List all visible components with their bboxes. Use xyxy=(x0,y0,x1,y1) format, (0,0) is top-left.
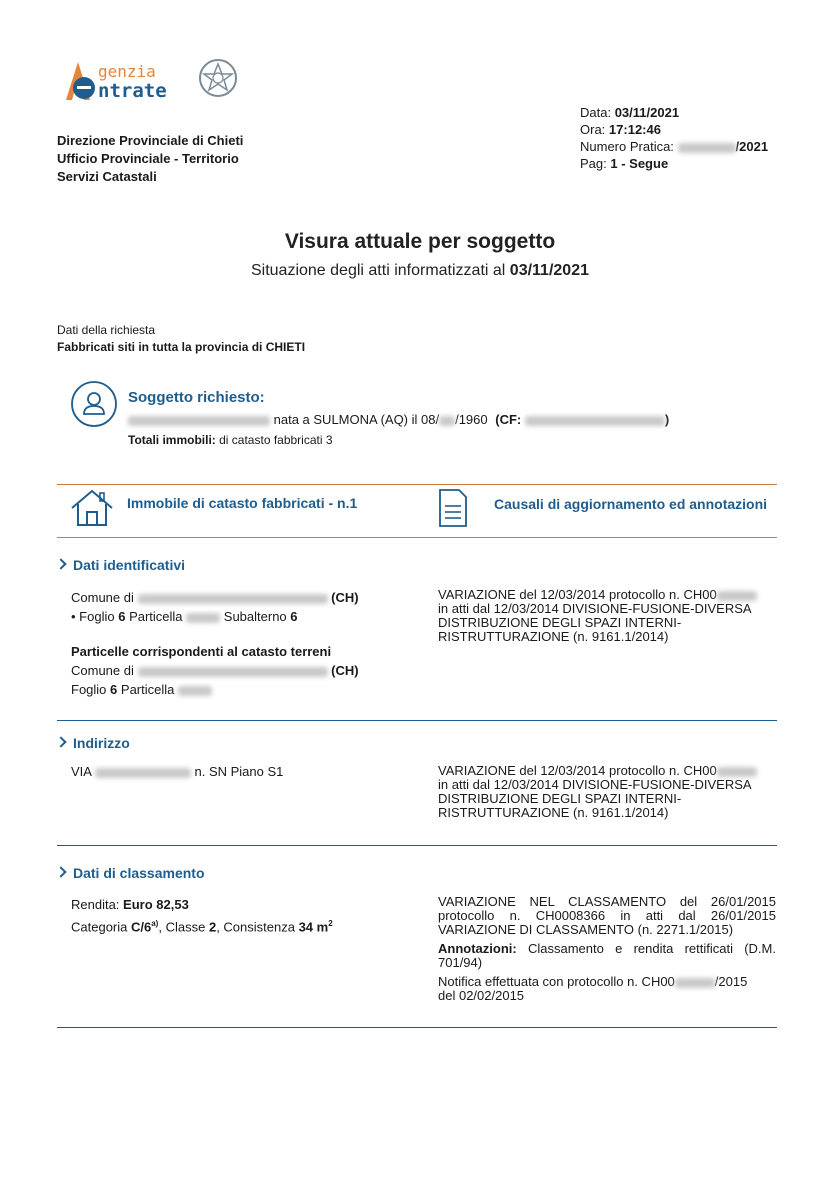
redacted-comune xyxy=(138,594,328,604)
terreni-title: Particelle corrispondenti al catasto terreni xyxy=(71,644,332,659)
redacted-via xyxy=(95,768,191,778)
meta-page: Pag: 1 - Segue xyxy=(580,156,669,171)
agenzia-entrate-logo xyxy=(62,56,238,104)
redacted-name xyxy=(128,416,270,426)
comune2-line: Comune di (CH) xyxy=(71,663,359,678)
identificativi-left xyxy=(71,588,411,699)
rendita-line: Rendita: Euro 82,53 xyxy=(71,897,189,912)
redacted-protocollo xyxy=(717,591,757,601)
section-divider xyxy=(57,1027,777,1028)
meta-pratica: Numero Pratica: /2021 xyxy=(580,139,769,154)
redacted-particella-2 xyxy=(178,686,212,696)
chevron-right-icon xyxy=(55,736,66,747)
identificativi-note: VARIAZIONE del 12/03/2014 protocollo n. CH00 in atti dal 12/03/2014 DIVISIONE-FUSIONE-DIVERSA DISTRIBUZIONE DEGLI SPAZI INTERNI-RISTRUTTURAZIONE (n. 9161.1/2014) xyxy=(438,588,778,644)
foglio2-line: Foglio 6 Particella xyxy=(71,680,411,699)
office-line-1: Direzione Provinciale di Chieti xyxy=(57,133,244,148)
redacted-particella xyxy=(186,613,220,623)
section-classamento-title: Dati di classamento xyxy=(57,865,205,881)
redacted-cf xyxy=(525,416,665,426)
request-label: Dati della richiesta xyxy=(57,323,156,337)
indirizzo-left: VIA n. SN Piano S1 xyxy=(71,764,284,779)
redacted-protocollo-2 xyxy=(717,767,757,777)
annotazioni: Annotazioni: Classamento e rendita rettificati (D.M. 701/94) xyxy=(438,941,776,970)
redacted-number xyxy=(678,143,736,153)
meta-date: Data: 03/11/2021 xyxy=(580,105,680,120)
page-title: Visura attuale per soggetto xyxy=(284,230,556,253)
document-icon xyxy=(437,488,469,531)
band-right-title: Causali di aggiornamento ed annotazioni xyxy=(494,496,768,512)
page-subtitle: Situazione degli atti informatizzati al 03/11/2021 xyxy=(250,262,589,279)
subject-heading: Soggetto richiesto: xyxy=(128,389,265,406)
chevron-right-icon xyxy=(55,558,66,569)
office-line-2: Ufficio Provinciale - Territorio xyxy=(57,151,239,166)
redacted-day xyxy=(439,416,455,426)
foglio-line: • Foglio 6 Particella Subalterno 6 xyxy=(71,609,298,624)
band-left-title: Immobile di catasto fabbricati - n.1 xyxy=(127,495,358,511)
section-indirizzo-title: Indirizzo xyxy=(57,735,130,751)
logo-text-top: genzia xyxy=(98,62,156,81)
classamento-note: VARIAZIONE NEL CLASSAMENTO del 26/01/2015 protocollo n. CH0008366 in atti dal 26/01/2015 VARIAZIONE DI CLASSAMENTO (n. 2271.1/2015) Annotazioni: Classamento e rendita rettificati (D.M. 701/94) Notifica effettuata con protocollo n. CH00 /2015 del 02/02/2015 xyxy=(438,894,776,1003)
chevron-right-icon xyxy=(55,866,66,877)
band-bottom-rule xyxy=(57,537,777,538)
classamento-left xyxy=(71,895,333,936)
redacted-comune-2 xyxy=(138,667,328,677)
office-block xyxy=(57,132,243,186)
categoria-line: Categoria C/6$^{a)}$, Classe 2, Consistenza 34 $m^2$ xyxy=(71,919,333,935)
band-top-rule xyxy=(57,484,777,485)
notifica: Notifica effettuata con protocollo n. CH00 /2015 xyxy=(438,974,748,989)
indirizzo-note: VARIAZIONE del 12/03/2014 protocollo n. CH00 in atti dal 12/03/2014 DIVISIONE-FUSIONE-DIVERSA DISTRIBUZIONE DEGLI SPAZI INTERNI-RISTRUTTURAZIONE (n. 9161.1/2014) xyxy=(438,764,778,820)
section-divider xyxy=(57,720,777,721)
comune-line: Comune di (CH) xyxy=(71,590,359,605)
meta-block xyxy=(580,104,768,172)
request-block xyxy=(57,322,305,356)
classamento-variazione: VARIAZIONE NEL CLASSAMENTO del 26/01/2015 protocollo n. CH0008366 in atti dal 26/01/2015 VARIAZIONE DI CLASSAMENTO (n. 2271.1/2015) xyxy=(438,894,776,937)
house-icon xyxy=(70,488,114,531)
office-line-3: Servizi Catastali xyxy=(57,169,157,184)
request-value: Fabbricati siti in tutta la provincia di CHIETI xyxy=(57,340,306,354)
subject-line: nata a SULMONA (AQ) il 08/ /1960 (CF: ) xyxy=(128,412,669,427)
redacted-protocollo-3 xyxy=(675,978,715,988)
meta-time: Ora: 17:12:46 xyxy=(580,122,661,137)
section-divider xyxy=(57,845,777,846)
section-identificativi-title: Dati identificativi xyxy=(57,557,185,573)
subject-totals: Totali immobili: di catasto fabbricati 3 xyxy=(128,433,333,447)
person-icon xyxy=(70,380,118,431)
logo-text-bottom: ntrate xyxy=(98,80,167,102)
